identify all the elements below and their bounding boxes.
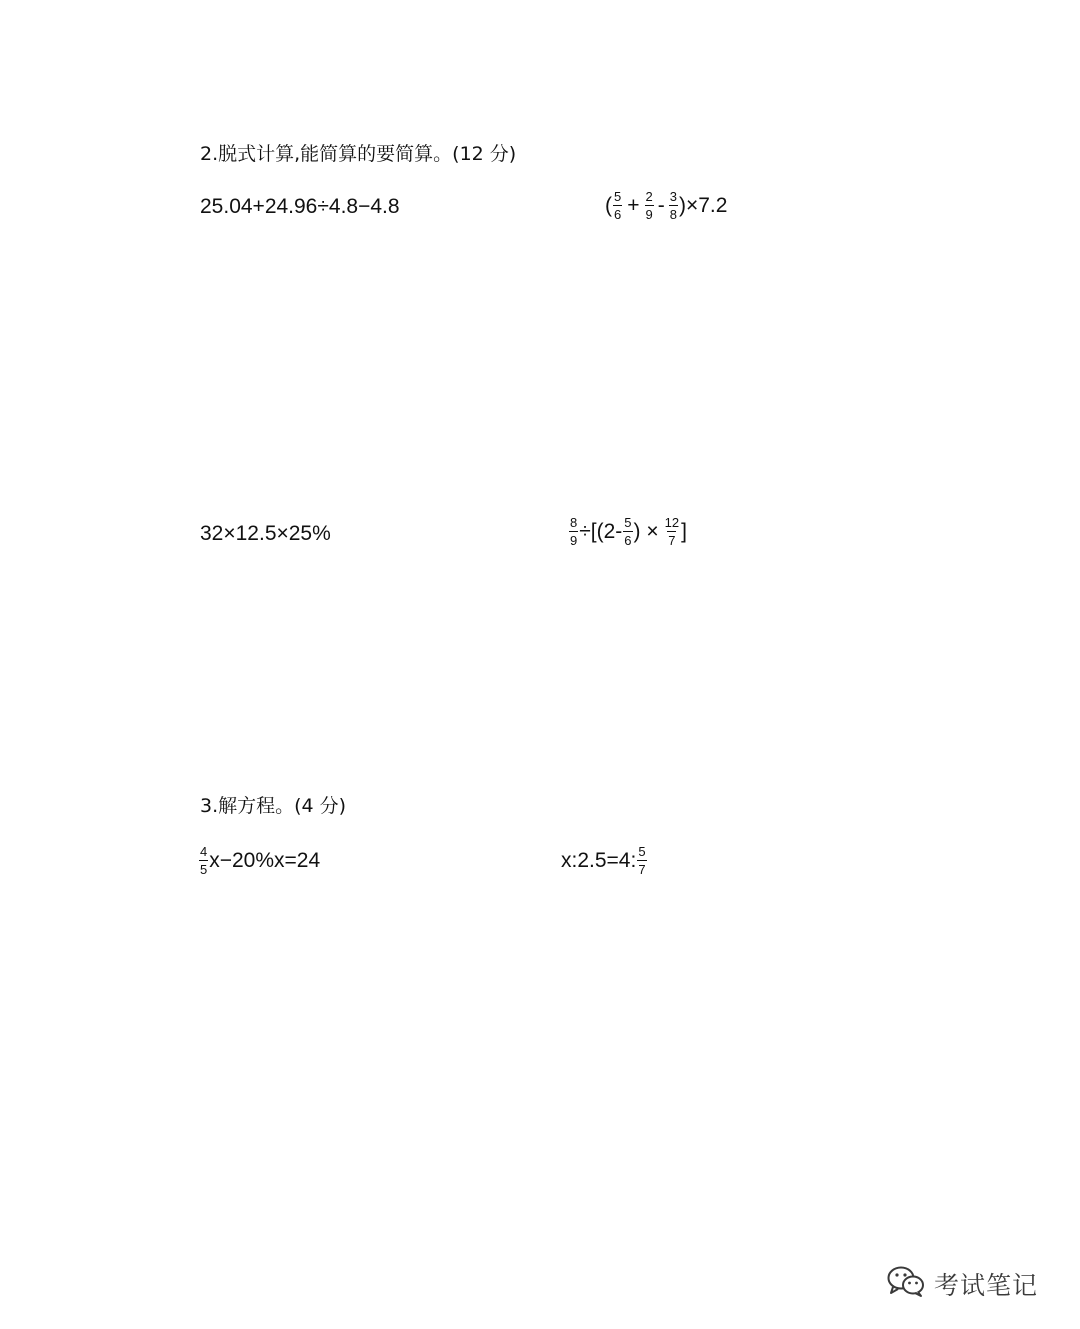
operator: - bbox=[657, 194, 665, 217]
operator: + bbox=[627, 194, 640, 217]
problem-e-rest: x−20%x=24 bbox=[209, 849, 321, 872]
section-2-heading: 2.脱式计算,能简算的要简算。(12 分) bbox=[200, 143, 517, 165]
fraction bbox=[569, 516, 578, 547]
denominator: 5 bbox=[200, 862, 208, 877]
problem-e bbox=[198, 845, 320, 876]
problem-d-mid2: ) × bbox=[633, 520, 659, 543]
numerator: 2 bbox=[645, 189, 653, 204]
problem-d-close: ] bbox=[681, 520, 687, 543]
problem-c-text: 32×12.5×25% bbox=[200, 522, 331, 545]
denominator: 9 bbox=[570, 533, 578, 548]
problem-d bbox=[568, 516, 687, 547]
problem-a bbox=[200, 196, 400, 217]
section-3-heading: 3.解方程。(4 分) bbox=[200, 795, 347, 817]
denominator: 8 bbox=[669, 207, 677, 222]
problem-f bbox=[561, 845, 648, 876]
fraction bbox=[664, 516, 680, 547]
numerator: 4 bbox=[200, 844, 208, 859]
numerator: 3 bbox=[669, 189, 677, 204]
problem-f-lead: x:2.5=4: bbox=[561, 849, 637, 872]
fraction bbox=[623, 516, 632, 547]
numerator: 5 bbox=[624, 515, 632, 530]
problem-c bbox=[200, 523, 331, 544]
numerator: 12 bbox=[664, 515, 680, 530]
problem-b-open: ( bbox=[605, 194, 612, 217]
problem-b bbox=[605, 190, 727, 221]
problem-b-close: )×7.2 bbox=[678, 194, 728, 217]
denominator: 6 bbox=[614, 207, 622, 222]
numerator: 8 bbox=[570, 515, 578, 530]
numerator: 5 bbox=[614, 189, 622, 204]
fraction bbox=[637, 845, 646, 876]
denominator: 7 bbox=[638, 862, 646, 877]
denominator: 7 bbox=[668, 533, 676, 548]
fraction bbox=[645, 190, 654, 221]
fraction bbox=[669, 190, 678, 221]
numerator: 5 bbox=[638, 844, 646, 859]
fraction bbox=[199, 845, 208, 876]
watermark-text: 考试笔记 bbox=[934, 1270, 1039, 1300]
wechat-icon bbox=[886, 1264, 926, 1303]
watermark bbox=[886, 1264, 1038, 1303]
denominator: 6 bbox=[624, 533, 632, 548]
fraction bbox=[613, 190, 622, 221]
denominator: 9 bbox=[645, 207, 653, 222]
problem-a-text: 25.04+24.96÷4.8−4.8 bbox=[200, 195, 400, 218]
problem-d-mid1: ÷[(2- bbox=[579, 520, 623, 543]
